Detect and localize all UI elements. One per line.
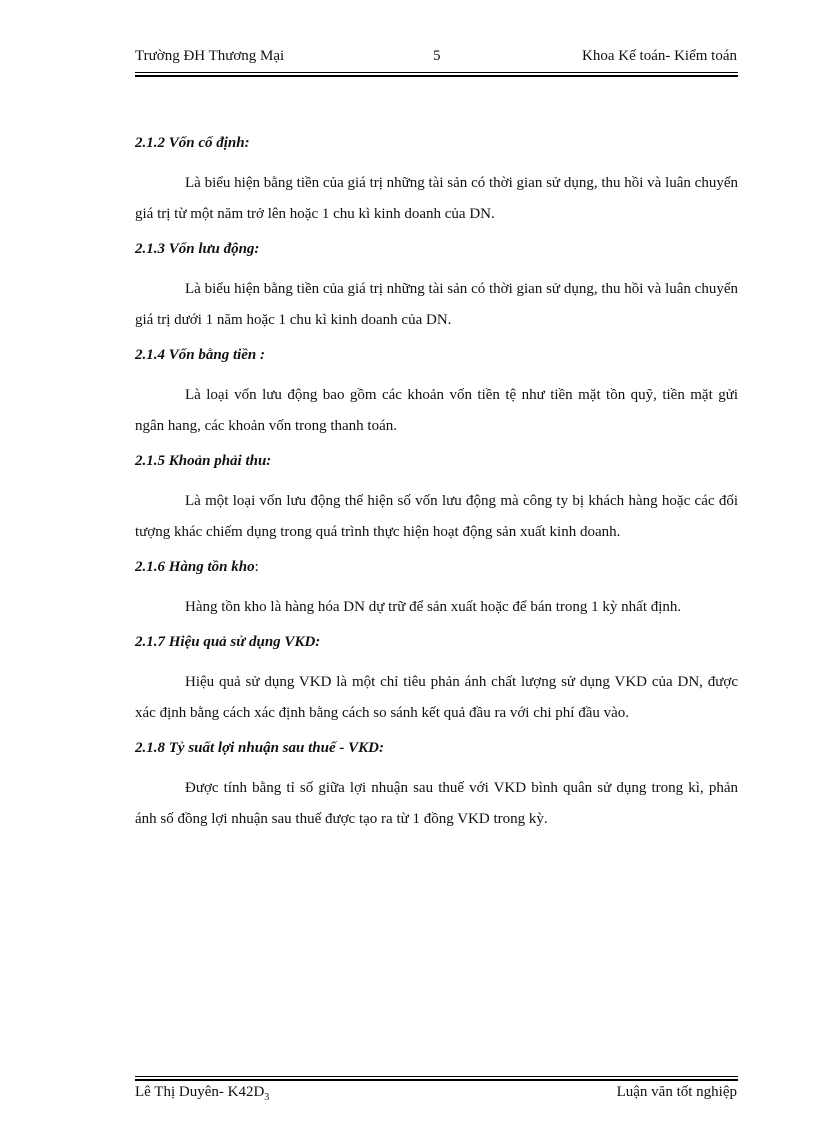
page-content	[135, 130, 738, 841]
header-rule-thin	[135, 72, 738, 73]
section	[135, 554, 738, 623]
section-paragraph: Là biểu hiện bằng tiền của giá trị những tài sản có thời gian sử dụng, thu hồi và luân chuyển giá trị từ một năm trở lên hoặc 1 chu kì kinh doanh của DN.	[135, 175, 738, 222]
section-heading: 2.1.2 Vốn cố định:	[135, 135, 250, 151]
footer-doc-type: Luận văn tốt nghiệp	[616, 1084, 737, 1100]
header-page-number: 5	[433, 48, 441, 64]
section	[135, 236, 738, 336]
section	[135, 130, 738, 230]
header-faculty: Khoa Kế toán- Kiểm toán	[582, 48, 737, 64]
section-paragraph: Hàng tồn kho là hàng hóa DN dự trữ để sản xuất hoặc để bán trong 1 kỳ nhất định.	[185, 599, 682, 615]
header-rule-thick	[135, 75, 738, 77]
section-paragraph: Là biểu hiện bằng tiền của giá trị những tài sản có thời gian sử dụng, thu hồi và luân chuyển giá trị dưới 1 năm hoặc 1 chu kì kinh doanh của DN.	[135, 281, 738, 328]
section-heading: 2.1.7 Hiệu quả sử dụng VKD:	[135, 634, 321, 650]
section-heading: 2.1.5 Khoản phải thu:	[135, 453, 272, 469]
section-heading: 2.1.8 Tỷ suất lợi nhuận sau thuế - VKD:	[135, 740, 384, 756]
section-heading: 2.1.4 Vốn bằng tiền :	[135, 347, 266, 363]
section-paragraph: Là một loại vốn lưu động thể hiện số vốn lưu động mà công ty bị khách hàng hoặc các đối tượng khác chiếm dụng trong quá trình thực hiện hoạt động sản xuất kinh doanh.	[135, 493, 738, 540]
section-paragraph: Là loại vốn lưu động bao gồm các khoản vốn tiền tệ như tiền mặt tồn quỹ, tiền mặt gửi ngân hang, các khoản vốn trong thanh toán.	[135, 387, 738, 434]
header-school: Trường ĐH Thương Mại	[135, 48, 285, 64]
footer-rule-thin	[135, 1076, 738, 1077]
section-heading: 2.1.6 Hàng tồn kho:	[135, 559, 259, 575]
section-heading: 2.1.3 Vốn lưu động:	[135, 241, 260, 257]
footer-rule-thick	[135, 1079, 738, 1081]
section-paragraph: Được tính bằng tỉ số giữa lợi nhuận sau thuế với VKD bình quân sử dụng trong kì, phản ánh số đồng lợi nhuận sau thuế được tạo ra từ 1 đồng VKD trong kỳ.	[135, 780, 738, 827]
section	[135, 448, 738, 548]
section	[135, 629, 738, 729]
section-paragraph: Hiệu quả sử dụng VKD là một chỉ tiêu phản ánh chất lượng sử dụng VKD của DN, được xác định bằng cách xác định bằng cách so sánh kết quả đầu ra với chi phí đầu vào.	[135, 674, 738, 721]
section	[135, 735, 738, 835]
heading-suffix: :	[254, 559, 259, 575]
page-header	[135, 48, 737, 70]
section	[135, 342, 738, 442]
footer-author: Lê Thị Duyên- $K42D_3$	[135, 1084, 270, 1103]
